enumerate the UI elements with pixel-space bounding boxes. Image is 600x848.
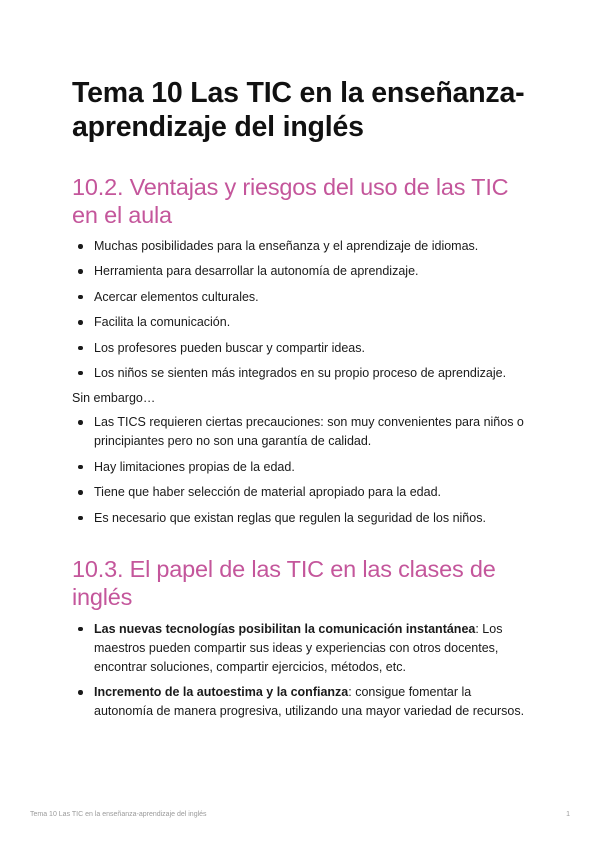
risks-list: [72, 413, 528, 527]
list-item: Acercar elementos culturales.: [72, 288, 528, 307]
list-item: [72, 620, 528, 677]
list-item: Facilita la comunicación.: [72, 313, 528, 332]
footer-text: Tema 10 Las TIC en la enseñanza-aprendizaje del inglés: [30, 811, 207, 818]
section-heading-10-3: 10.3. El papel de las TIC en las clases de inglés: [72, 555, 496, 610]
list-item: Tiene que haber selección de material apropiado para la edad.: [72, 483, 528, 502]
list-item: Muchas posibilidades para la enseñanza y el aprendizaje de idiomas.: [72, 237, 528, 256]
document-page: [72, 76, 528, 728]
section-heading-10-2: 10.2. Ventajas y riesgos del uso de las TIC en el aula: [72, 174, 509, 228]
page-number: 1: [566, 811, 570, 818]
list-item-text: : Los maestros pueden compartir sus ideas y experiencias con otros docentes, encontrar soluciones, compartir ejercicios, métodos, etc.: [94, 621, 503, 674]
role-list: [72, 620, 528, 722]
list-item-bold: Incremento de la autoestima y la confianza: [94, 685, 349, 700]
list-item: Hay limitaciones propias de la edad.: [72, 458, 528, 477]
transition-text: Sin embargo…: [72, 391, 156, 406]
list-item: Los profesores pueden buscar y compartir ideas.: [72, 339, 528, 358]
advantages-list: [72, 237, 528, 383]
list-item: Los niños se sienten más integrados en su propio proceso de aprendizaje.: [72, 364, 528, 383]
list-item: [72, 683, 528, 721]
list-item-text: : consigue fomentar la autonomía de manera progresiva, utilizando una mayor variedad de recursos.: [94, 685, 525, 719]
page-footer: [30, 811, 570, 818]
list-item: Herramienta para desarrollar la autonomía de aprendizaje.: [72, 262, 528, 281]
list-item: Es necesario que existan reglas que regulen la seguridad de los niños.: [72, 509, 528, 528]
document-title: Tema 10 Las TIC en la enseñanza-aprendizaje del inglés: [72, 77, 525, 143]
list-item-bold: Las nuevas tecnologías posibilitan la comunicación instantánea: [94, 621, 476, 636]
list-item: Las TICS requieren ciertas precauciones: son muy convenientes para niños o principiantes pero no son una garantía de calidad.: [72, 413, 528, 451]
